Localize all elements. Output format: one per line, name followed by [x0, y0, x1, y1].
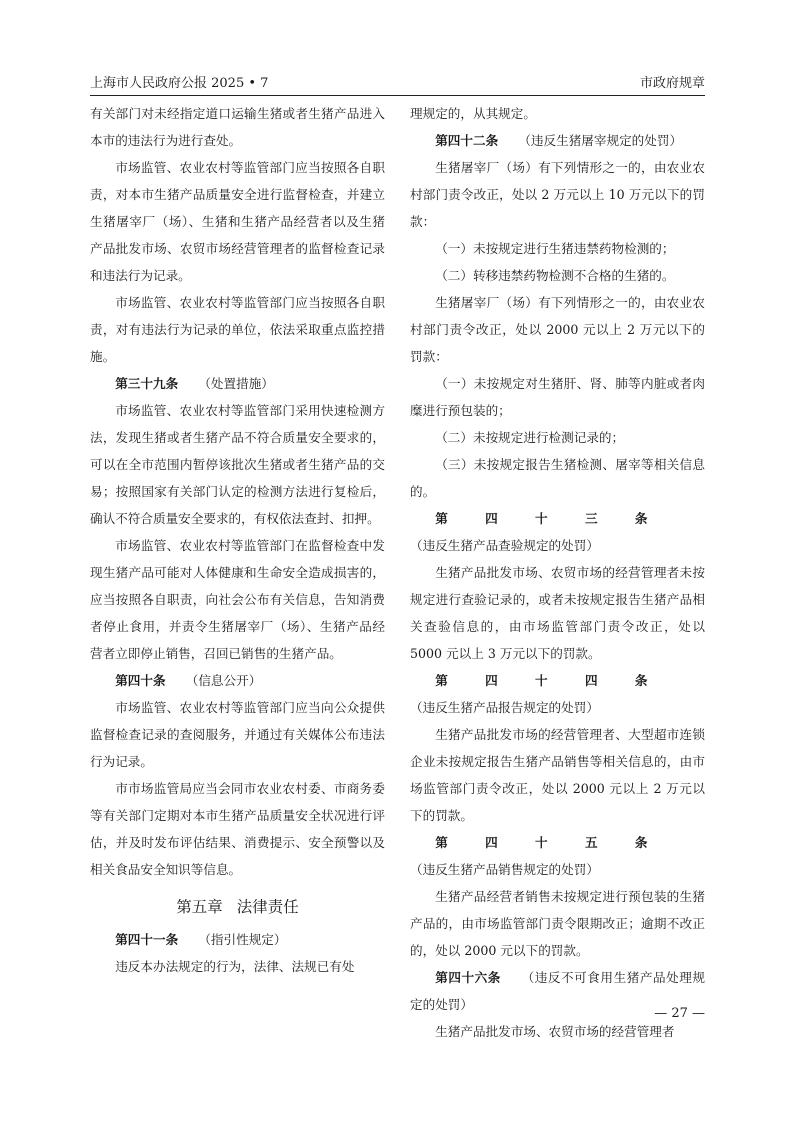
paragraph: 生猪屠宰厂（场）有下列情形之一的，由农业农村部门责令改正，处以 2 万元以上 10 万元以下的罚款： — [410, 160, 705, 229]
paragraph: 生猪产品批发市场的经营管理者、大型超市连锁企业未按规定报告生猪产品销售等相关信息的，由市场监管部门责令改正，处以 2000 元以上 2 万元以下的罚款。 — [410, 727, 705, 823]
paragraph: 生猪屠宰厂（场）有下列情形之一的，由农业农村部门责令改正，处以 2000 元以上 2 万元以下的罚款： — [410, 295, 705, 364]
article-heading-43 — [410, 505, 705, 559]
article-title: （违反生猪产品查验规定的处罚） — [410, 538, 599, 553]
article-heading-39 — [90, 370, 385, 397]
article-number: 第四十三条 — [435, 511, 685, 526]
running-header — [90, 72, 705, 92]
article-heading-41 — [90, 926, 385, 953]
paragraph: 违反本办法规定的行为，法律、法规已有处 — [115, 959, 355, 974]
paragraph: 市场监管、农业农村等监管部门应当按照各自职责，对有违法行为记录的单位，依法采取重点监控措施。 — [90, 295, 385, 364]
paragraph: 生猪产品批发市场、农贸市场的经营管理者未按规定进行查验记录的，或者未按规定报告生猪产品相关查验信息的，由市场监管部门责令改正，处以 5000 元以上 3 万元以下的罚款。 — [410, 565, 705, 661]
article-heading-40 — [90, 667, 385, 694]
section-label: 市政府规章 — [639, 76, 705, 91]
article-number: 第四十条 — [115, 673, 166, 688]
article-title: （违反生猪产品报告规定的处罚） — [410, 700, 599, 715]
list-item: （二）未按规定进行检测记录的； — [435, 430, 625, 445]
article-title: （违反不可食用生猪产品处理规定的处罚） — [410, 970, 706, 1012]
paragraph: 市场监管、农业农村等监管部门采用快速检测方法，发现生猪或者生猪产品不符合质量安全要求的，可以在全市范围内暂停该批次生猪或者生猪产品的交易；按照国家有关部门认定的检测方法进行复检后，确认不符合质量安全要求的，有权依法查封、扣押。 — [90, 403, 385, 526]
page-number: — 27 — — [654, 1006, 705, 1021]
paragraph: 生猪产品经营者销售未按规定进行预包装的生猪产品的，由市场监管部门责令限期改正；逾期不改正的，处以 2000 元以下的罚款。 — [410, 889, 705, 958]
left-column — [90, 100, 385, 980]
paragraph: 有关部门对未经指定道口运输生猪或者生猪产品进入本市的违法行为进行查处。 — [90, 106, 385, 148]
article-number: 第三十九条 — [115, 376, 179, 391]
article-heading-45 — [410, 829, 705, 883]
paragraph: 市场监管、农业农村等监管部门在监督检查中发现生猪产品可能对人体健康和生命安全造成损害的，应当按照各自职责，向社会公布有关信息，告知消费者停止食用，并责令生猪屠宰厂（场）、生猪产品经营者立即停止销售，召回已销售的生猪产品。 — [90, 538, 385, 661]
list-item: （二）转移违禁药物检测不合格的生猪的。 — [435, 268, 675, 283]
list-item: （一）未按规定进行生猪违禁药物检测的； — [435, 241, 675, 256]
list-item: （一）未按规定对生猪肝、肾、肺等内脏或者肉糜进行预包装的； — [410, 376, 705, 418]
article-number: 第四十四条 — [435, 673, 685, 688]
article-number: 第四十五条 — [435, 835, 685, 850]
paragraph: 理规定的，从其规定。 — [410, 106, 536, 121]
paragraph: 市市场监管局应当会同市农业农村委、市商务委等有关部门定期对本市生猪产品质量安全状况进行评估，并及时发布评估结果、消费提示、安全预警以及相关食品安全知识等信息。 — [90, 781, 385, 877]
chapter-title: 法律责任 — [236, 898, 299, 916]
article-title: （违反生猪屠宰规定的处罚） — [518, 133, 683, 148]
article-title: （信息公开） — [185, 673, 262, 688]
paragraph: 市场监管、农业农村等监管部门应当向公众提供监督检查记录的查阅服务，并通过有关媒体公布违法行为记录。 — [90, 700, 385, 769]
article-number: 第四十六条 — [435, 970, 501, 985]
article-heading-42 — [410, 127, 705, 154]
paragraph: 生猪产品批发市场、农贸市场的经营管理者 — [435, 1024, 675, 1039]
article-heading-44 — [410, 667, 705, 721]
article-title: （违反生猪产品销售规定的处罚） — [410, 862, 599, 877]
publication-title: 上海市人民政府公报 2025 • 7 — [90, 76, 269, 91]
chapter-number: 第五章 — [176, 898, 223, 916]
header-rule — [90, 95, 705, 96]
article-number: 第四十二条 — [435, 133, 499, 148]
list-item: （三）未按规定报告生猪检测、屠宰等相关信息的。 — [410, 457, 705, 499]
chapter-heading — [90, 894, 385, 921]
paragraph: 市场监管、农业农村等监管部门应当按照各自职责，对本市生猪产品质量安全进行监督检查，并建立生猪屠宰厂（场）、生猪和生猪产品经营者以及生猪产品批发市场、农贸市场经营管理者的监督检查记录和违法行为记录。 — [90, 160, 385, 283]
right-column — [410, 100, 705, 1045]
article-title: （指引性规定） — [198, 932, 287, 947]
article-title: （处置措施） — [198, 376, 274, 391]
article-number: 第四十一条 — [115, 932, 179, 947]
